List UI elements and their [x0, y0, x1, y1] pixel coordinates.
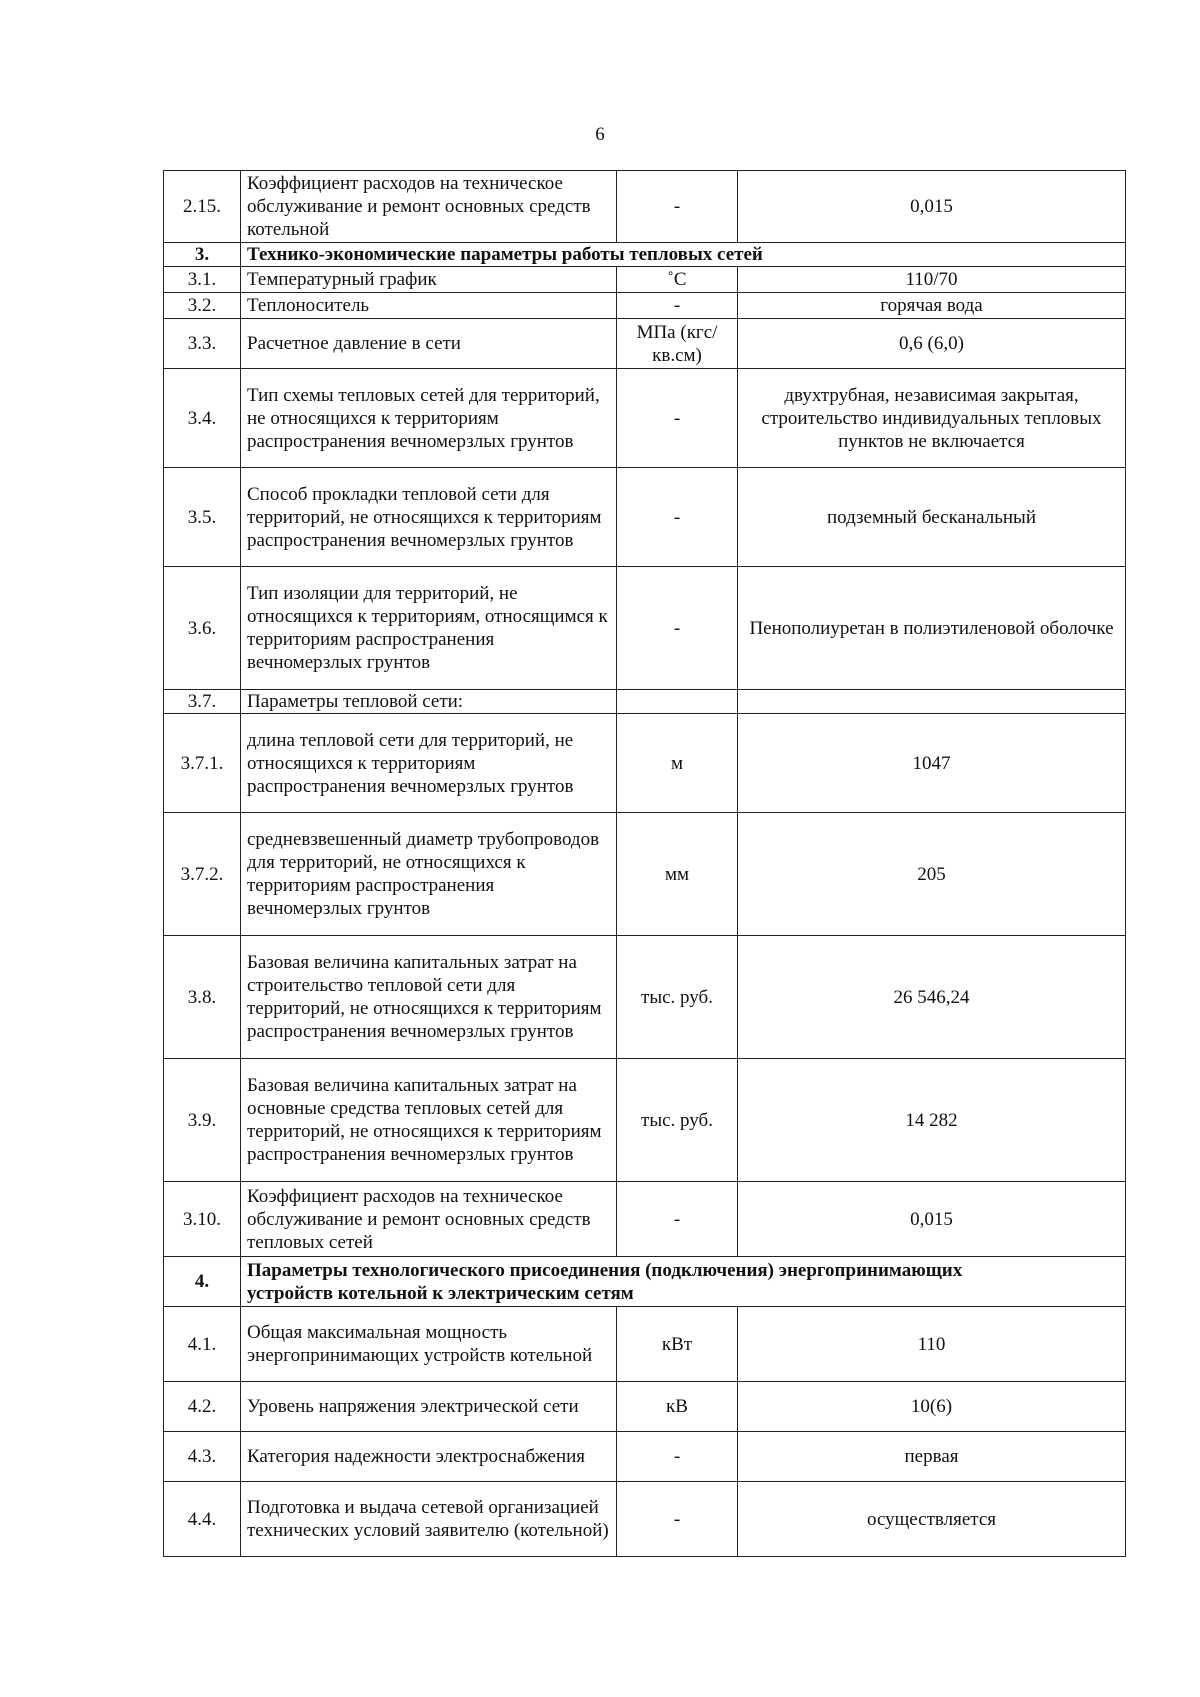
parameter-name: Температурный график [241, 267, 617, 293]
table-row [164, 1182, 1126, 1257]
parameter-name: Подготовка и выдача сетевой организацией технических условий заявителю (котельной) [241, 1482, 617, 1557]
table-row [164, 1432, 1126, 1482]
value: 1047 [738, 714, 1126, 813]
unit: - [617, 1182, 738, 1257]
unit: МПа (кгс/кв.см) [617, 319, 738, 369]
table-row [164, 171, 1126, 243]
row-number: 2.15. [164, 171, 241, 243]
table-row [164, 319, 1126, 369]
value: 26 546,24 [738, 936, 1126, 1059]
unit: мм [617, 813, 738, 936]
unit: - [617, 1432, 738, 1482]
table-row [164, 936, 1126, 1059]
unit: ˚С [617, 267, 738, 293]
section-header-row [164, 243, 1126, 267]
value: подземный бесканальный [738, 468, 1126, 567]
parameter-name: Тип схемы тепловых сетей для территорий, не относящихся к территориям распространения вечномерзлых грунтов [241, 369, 617, 468]
parameter-name: Уровень напряжения электрической сети [241, 1382, 617, 1432]
unit: - [617, 293, 738, 319]
value: 0,015 [738, 171, 1126, 243]
value: 110 [738, 1307, 1126, 1382]
value: Пенополиуретан в полиэтиленовой оболочке [738, 567, 1126, 690]
row-number: 4.2. [164, 1382, 241, 1432]
unit: - [617, 171, 738, 243]
row-number: 3.1. [164, 267, 241, 293]
row-number: 4.3. [164, 1432, 241, 1482]
section-number: 3. [164, 243, 241, 267]
parameter-name: Расчетное давление в сети [241, 319, 617, 369]
value: 205 [738, 813, 1126, 936]
row-number: 3.9. [164, 1059, 241, 1182]
unit: м [617, 714, 738, 813]
parameter-name: Общая максимальная мощность энергопринимающих устройств котельной [241, 1307, 617, 1382]
value: горячая вода [738, 293, 1126, 319]
row-number: 3.6. [164, 567, 241, 690]
section-number: 4. [164, 1257, 241, 1307]
section-title [241, 1257, 1126, 1307]
unit: - [617, 369, 738, 468]
row-number: 3.10. [164, 1182, 241, 1257]
row-number: 3.8. [164, 936, 241, 1059]
section-title-line: устройств котельной к электрическим сетям [247, 1282, 634, 1304]
value: 14 282 [738, 1059, 1126, 1182]
table-row [164, 293, 1126, 319]
value: первая [738, 1432, 1126, 1482]
table-row [164, 1059, 1126, 1182]
unit [617, 690, 738, 714]
row-number: 4.1. [164, 1307, 241, 1382]
parameter-name: Параметры тепловой сети: [241, 690, 617, 714]
parameter-name: Тип изоляции для территорий, не относящихся к территориям, относящимся к территориям распространения вечномерзлых грунтов [241, 567, 617, 690]
row-number: 3.7. [164, 690, 241, 714]
unit: тыс. руб. [617, 1059, 738, 1182]
parameters-table [163, 170, 1126, 1557]
row-number: 3.7.2. [164, 813, 241, 936]
table-row [164, 714, 1126, 813]
value: осуществляется [738, 1482, 1126, 1557]
value: 0,6 (6,0) [738, 319, 1126, 369]
unit: - [617, 1482, 738, 1557]
value: двухтрубная, независимая закрытая, строительство индивидуальных тепловых пунктов не включается [738, 369, 1126, 468]
value [738, 690, 1126, 714]
parameter-name: средневзвешенный диаметр трубопроводов для территорий, не относящихся к территориям распространения вечномерзлых грунтов [241, 813, 617, 936]
parameter-name: Теплоноситель [241, 293, 617, 319]
row-number: 3.4. [164, 369, 241, 468]
section-title-line: Параметры технологического присоединения (подключения) энергопринимающих [247, 1259, 963, 1281]
parameter-name: Категория надежности электроснабжения [241, 1432, 617, 1482]
parameter-name: Базовая величина капитальных затрат на строительство тепловой сети для территорий, не относящихся к территориям распространения вечномерзлых грунтов [241, 936, 617, 1059]
parameter-name: Базовая величина капитальных затрат на основные средства тепловых сетей для территорий, не относящихся к территориям распространения вечномерзлых грунтов [241, 1059, 617, 1182]
page-number: 6 [595, 124, 605, 145]
parameter-name: Способ прокладки тепловой сети для территорий, не относящихся к территориям распространения вечномерзлых грунтов [241, 468, 617, 567]
value: 10(6) [738, 1382, 1126, 1432]
parameter-name: длина тепловой сети для территорий, не относящихся к территориям распространения вечномерзлых грунтов [241, 714, 617, 813]
row-number: 3.7.1. [164, 714, 241, 813]
table-row [164, 567, 1126, 690]
row-number: 4.4. [164, 1482, 241, 1557]
row-number: 3.2. [164, 293, 241, 319]
row-number: 3.3. [164, 319, 241, 369]
table-row [164, 690, 1126, 714]
parameter-name: Коэффициент расходов на техническое обслуживание и ремонт основных средств тепловых сетей [241, 1182, 617, 1257]
unit: - [617, 567, 738, 690]
section-header-row [164, 1257, 1126, 1307]
unit: кВт [617, 1307, 738, 1382]
unit: - [617, 468, 738, 567]
table-row [164, 1382, 1126, 1432]
unit: кВ [617, 1382, 738, 1432]
table-row [164, 1482, 1126, 1557]
parameter-name: Коэффициент расходов на техническое обслуживание и ремонт основных средств котельной [241, 171, 617, 243]
table-row [164, 267, 1126, 293]
value: 0,015 [738, 1182, 1126, 1257]
table-row [164, 369, 1126, 468]
row-number: 3.5. [164, 468, 241, 567]
table-row [164, 468, 1126, 567]
section-title: Технико-экономические параметры работы тепловых сетей [241, 243, 1126, 267]
value: 110/70 [738, 267, 1126, 293]
table-row [164, 1307, 1126, 1382]
unit: тыс. руб. [617, 936, 738, 1059]
table-row [164, 813, 1126, 936]
